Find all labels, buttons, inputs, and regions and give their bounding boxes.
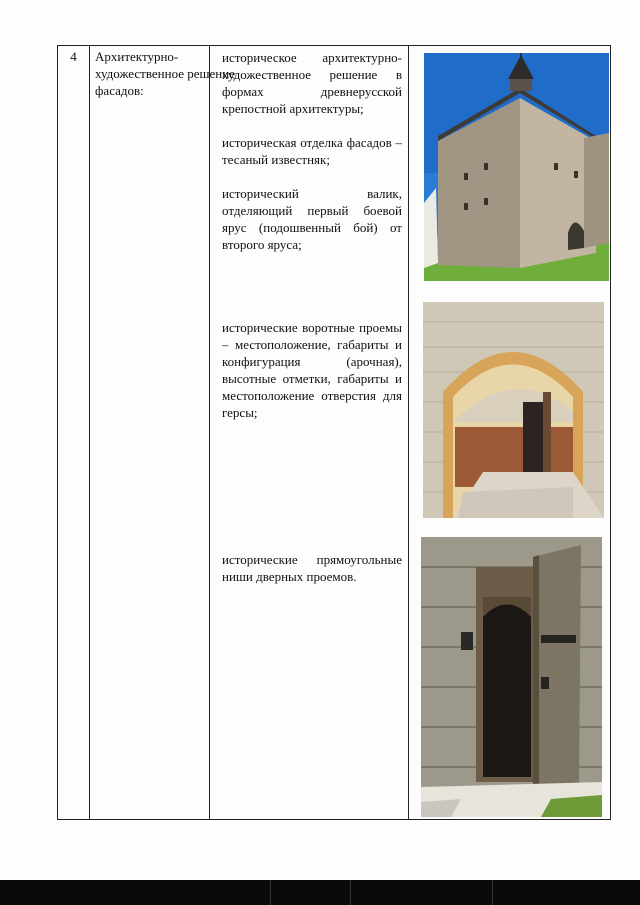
item-molding: исторический валик, отделяющий первый боевой ярус (подошвенный бой) от второго яруса; [222, 186, 402, 252]
scan-edge-divider [350, 880, 351, 905]
tower-photo [424, 53, 609, 281]
item-facade-finish: историческая отделка фасадов – тесаный известняк; [222, 135, 402, 167]
scan-edge-divider [492, 880, 493, 905]
door-photo [421, 537, 602, 817]
protected-elements-table [57, 45, 611, 820]
column-divider [209, 46, 210, 819]
column-divider [408, 46, 409, 819]
item-architecture: историческое архитектурно-художественное решение в формах древнерусской крепостной архитектуры; [222, 50, 402, 116]
gate-photo [423, 302, 604, 518]
scan-edge-bar [0, 880, 640, 905]
item-door-niches: исторические прямоугольные ниши дверных проемов. [222, 552, 402, 584]
column-divider [89, 46, 90, 819]
item-gate-openings: исторические воротные проемы – местоположение, габариты и конфигурация (арочная), высотные отметки, габариты и местоположение отверстия для герсы; [222, 320, 402, 420]
row-number: 4 [70, 49, 77, 64]
scan-edge-divider [270, 880, 271, 905]
element-name: Архитектурно-художественное решение фасадов: [95, 49, 235, 98]
